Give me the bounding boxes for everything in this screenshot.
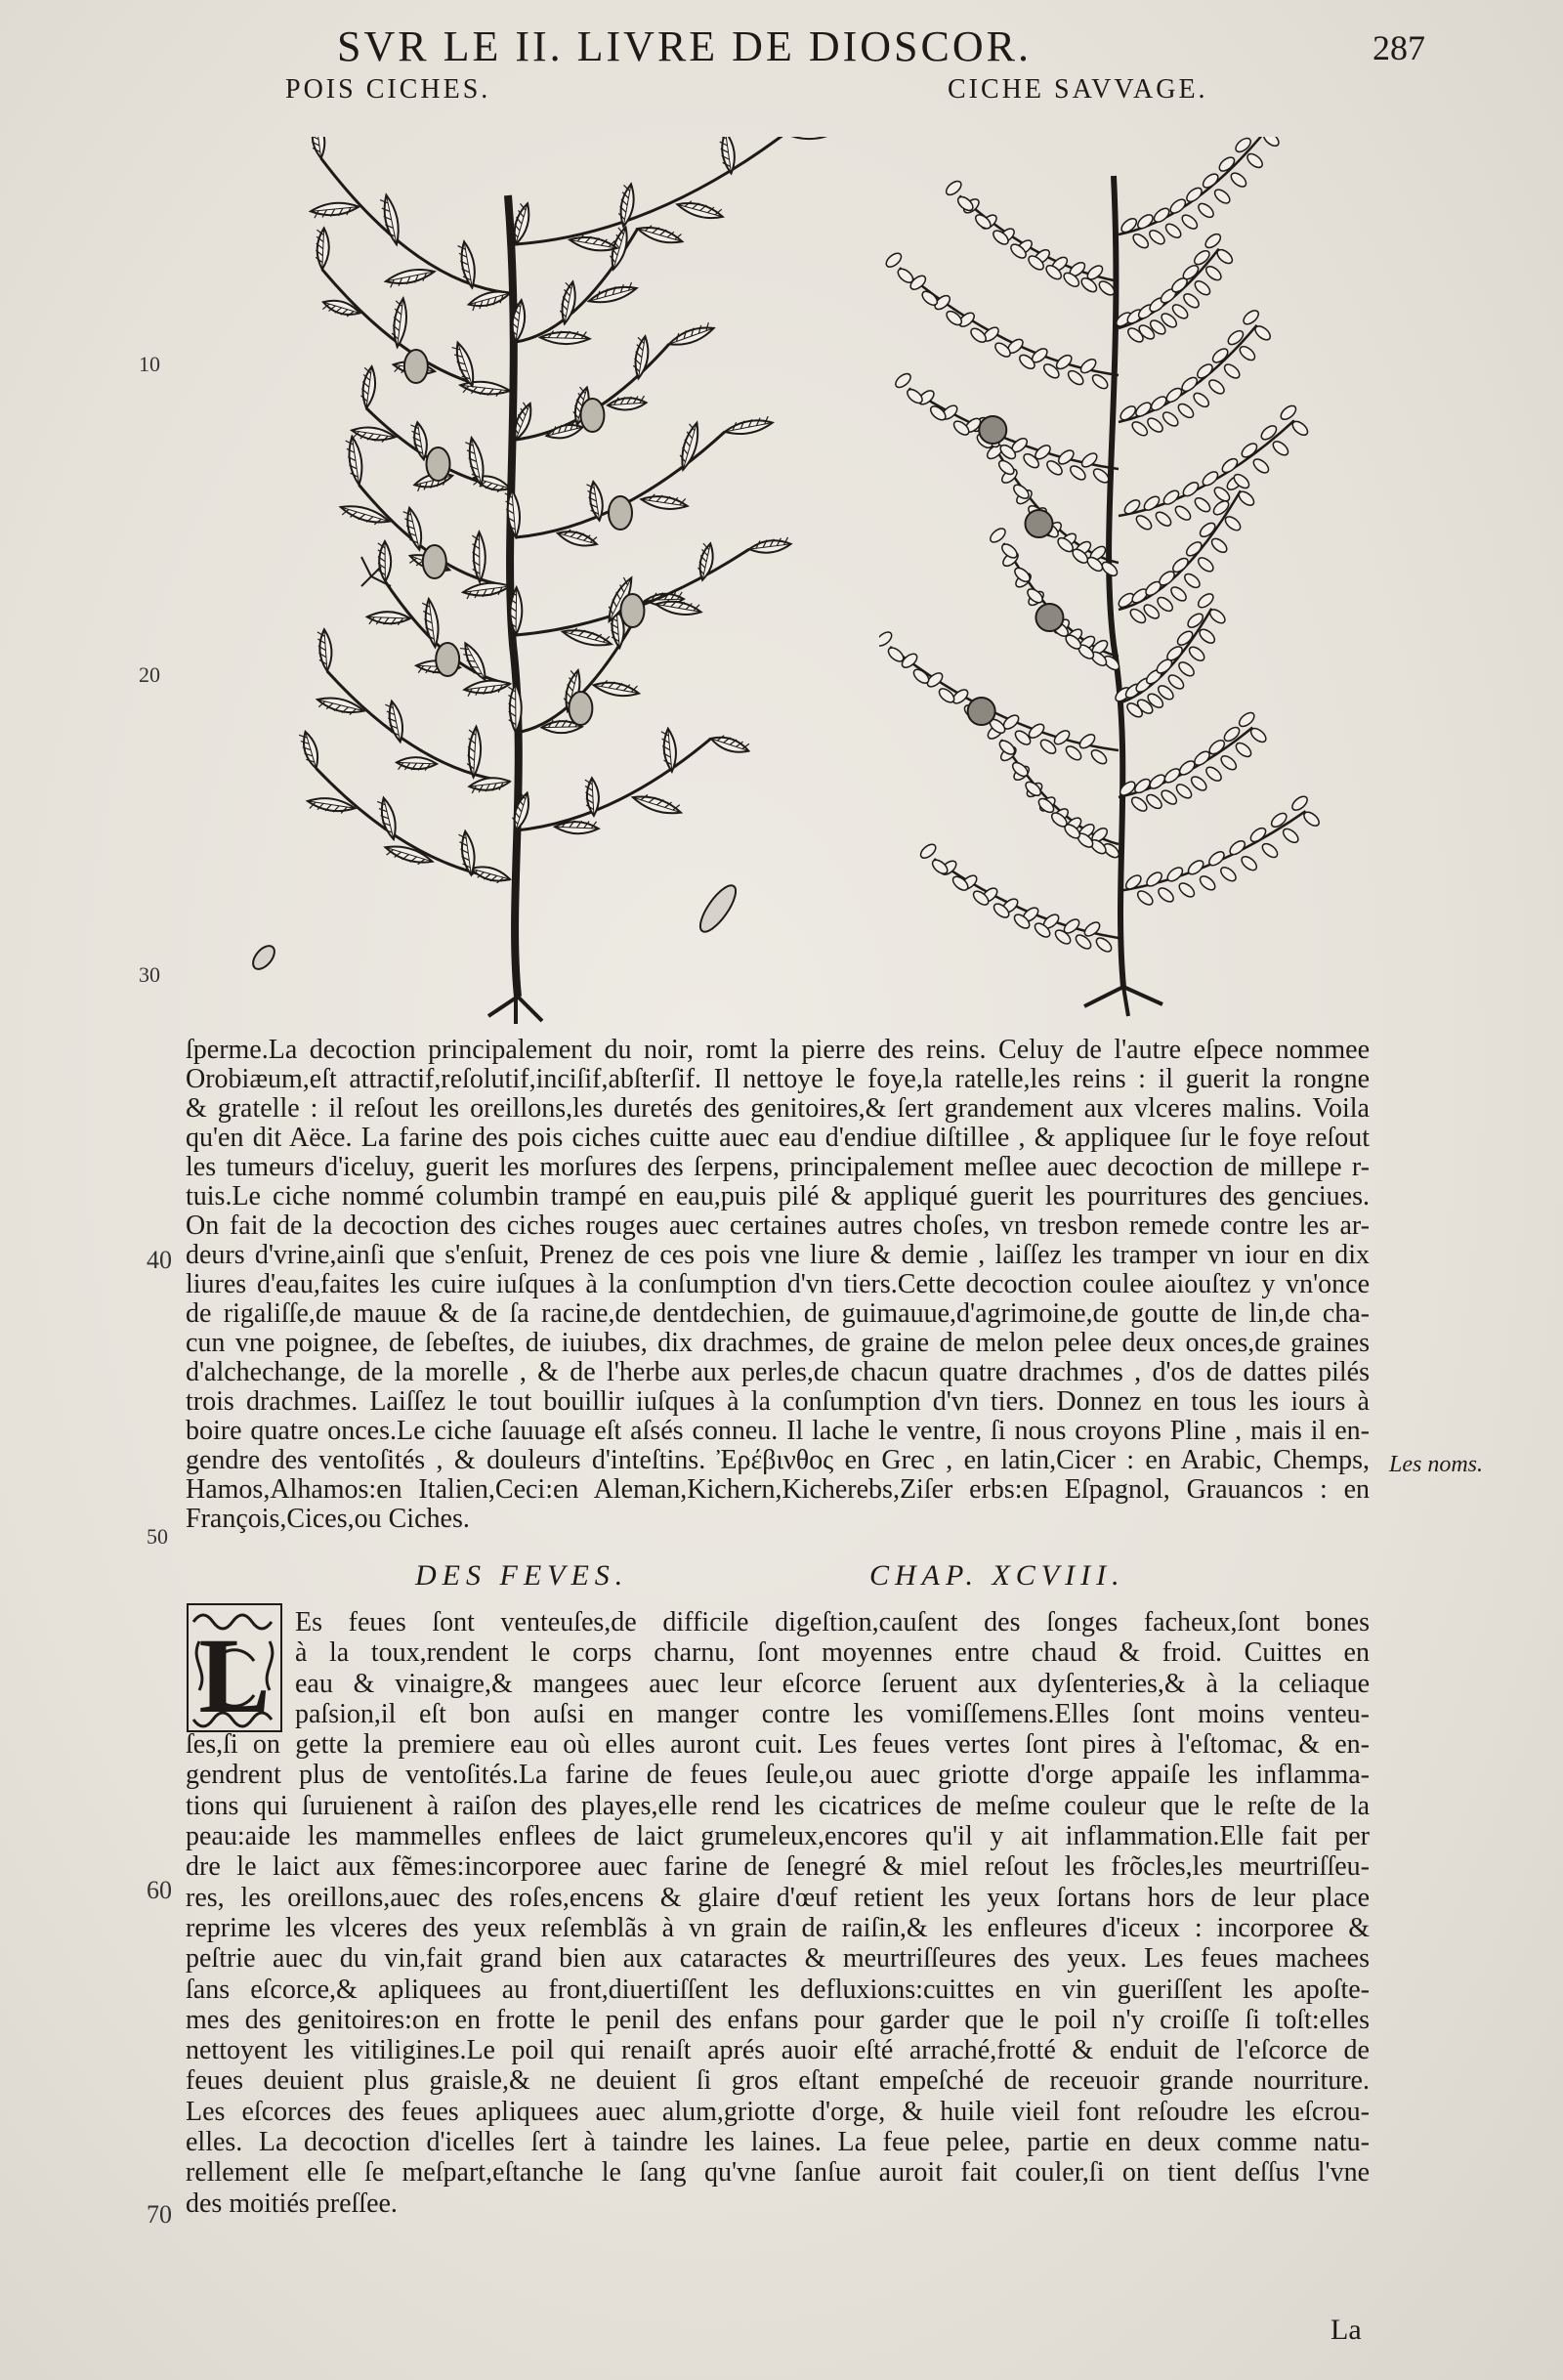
leaflet [1204,264,1223,282]
leaf [339,501,391,528]
leaf [402,506,425,551]
leaflet [1209,536,1229,555]
leaflet [1156,885,1175,904]
text-line [186,1851,1370,1882]
leaflet [1094,935,1114,954]
leaflet [1237,710,1256,729]
chapter-title: DES FEVES. [415,1559,629,1592]
leaf [397,756,438,771]
leaflet [1054,353,1074,371]
leaflet [1131,232,1151,250]
insect-icon [695,880,742,936]
text-line-content: eau & vinaigre,& mangees auec leur eſcorce ſeruent aux dyſenteries,& à la celiaque [295,1668,1370,1699]
leaflet [1198,521,1217,539]
leaflet [1220,456,1240,475]
text-line-content: d'alchechange, de la morelle , & de l'herbe aux perles,de chacun quatre drachmes , d'os de dattes pilés [186,1357,1370,1387]
text-line [186,1943,1370,1974]
text-line-content: elles. La decoction d'icelles ſert à taindre les laines. La feue pelee, partie en deux comme natu- [186,2127,1370,2158]
leaflet [1189,774,1208,792]
leaflet [1119,404,1138,422]
leaflet [1222,361,1242,380]
leaf [459,640,490,683]
text-line [186,1699,1370,1729]
text-line-content: gendre des ventoſités , & douleurs d'inteſtins. Ἐρέβινθος en Grec , en latin,Cicer : en Arabic, Chemps, [186,1445,1370,1475]
root [488,997,542,1024]
text-line-content: & gratelle : il reſout les oreillons,les duretés des genitoires,& ſert grandement aux vlceres malins. Voila [186,1093,1370,1124]
leaflet [1198,873,1217,892]
leaflet [1222,725,1242,744]
text-line [186,1975,1370,2005]
leaflet [1193,278,1212,297]
leaflet [1281,827,1300,845]
leaflet [1218,865,1238,883]
leaflet [1271,439,1290,457]
text-line [186,1729,1370,1760]
leaf [469,863,511,886]
leaflet [1187,645,1206,663]
leaflet [1248,826,1268,844]
figure-caption-ciche-sauvage: CICHE SAVVAGE. [948,74,1208,105]
leaf [410,421,430,460]
leaflet [1177,880,1197,899]
line-number: 70 [147,2200,172,2229]
text-line [186,1270,1370,1299]
text-line-content: peſtrie auec du vin,fait grand bien aux cataractes & meurtriſſeures des yeux. Les feues machees [186,1943,1370,1975]
leaflet [1184,539,1204,558]
leaf [316,228,330,270]
leaflet [1217,154,1237,173]
leaflet [1219,753,1239,772]
leaf [377,796,400,841]
leaf [462,580,511,599]
leaf [540,330,590,345]
leaflet [918,842,938,861]
leaflet [1240,854,1259,872]
text-line-content: ſans eſcorce,& apliquees au front,diuertiſſent les defluxions:cuittes en vin gueriſſent les apoſte- [186,1974,1370,2005]
leaf [676,197,725,222]
leaflet [1240,441,1259,459]
text-line-content: paſsion,il eſt bon auſsi en manger contre les vomiſſemens.Elles ſont moins venteu- [295,1698,1370,1729]
branch [890,647,1119,750]
text-line [186,2097,1370,2127]
stem [1109,176,1123,987]
leaf [464,678,511,697]
leaf [641,492,689,512]
leaf [616,183,637,228]
text-line [186,1475,1370,1505]
leaflet [1192,248,1211,267]
leaflet [1168,197,1188,216]
leaflet [1163,222,1183,240]
text-line [186,1417,1370,1446]
text-line [186,2005,1370,2035]
leaflet [893,371,912,390]
leaflet [1196,591,1215,610]
text-line-content: On fait de la decoction des ciches rouges auec certaines autres choſes, vn tresbon remede contre les ar- [186,1211,1370,1241]
text-line-content: les tumeurs d'iceluy, guerit les morſures des ſerpens, principalement meſlee auec decoction de millepe r- [186,1152,1370,1182]
leaflet [1154,510,1173,529]
text-line [186,2157,1370,2188]
leaf [457,240,478,288]
svg-text:L: L [198,1616,271,1735]
leaf [636,222,684,247]
text-line-content: ſperme.La decoction principalement du noir, romt la pierre des reins. Celuy de l'autre eſpece nommee [186,1035,1370,1065]
text-line [186,1505,1370,1534]
text-line [186,1036,1370,1065]
leaf [345,436,364,487]
section-text-pois-ciches [186,1036,1370,1534]
text-line-content: feues deuient plus graisle,& ne deuient ſi gros eſtant empeſché de receuoir grande nourriture. [186,2065,1370,2097]
leaf [378,541,392,581]
text-line-content: des moitiés preſſee. [186,2188,398,2219]
leaflet [1176,402,1196,420]
leaflet [1168,584,1188,603]
leaflet [1196,201,1215,220]
leaflet [1161,409,1180,428]
text-line-content: Les eſcorces des feues apliquees auec alum,griotte d'orge, & huile vieil font reſoudre les eſcrou- [186,2096,1370,2127]
leaflet [1182,572,1202,590]
leaf [676,421,702,472]
text-line-content: rellement elle ſe meſpart,eſtanche le ſang qu'vne ſanſue auroit fait couler,ſi on tient deſſus l'vne [186,2157,1370,2189]
text-line-content: nettoyent les vitiligines.Le poil qui renaiſt aprés auoir eſté arraché,frotté & enduit de l'eſcorce de [186,2035,1370,2066]
line-number: 60 [147,1876,172,1904]
text-line-content: cun vne poignee, de ſebeſtes, de iuiubes, dix drachmes, de graine de melon pelee deux onces,de graines [186,1328,1370,1358]
leaflet [1251,456,1271,475]
leaflet [1261,137,1281,149]
line-number: 10 [139,352,160,376]
text-line [186,1791,1370,1821]
leaflet [944,179,963,197]
chapter-number: CHAP. XCVIII. [869,1559,1125,1592]
leaf [422,598,442,648]
text-line [186,1913,1370,1943]
leaf [558,280,578,325]
text-line [186,1760,1370,1790]
text-line [186,1883,1370,1913]
leaflet [1180,213,1200,232]
leaf [724,415,774,437]
text-line-content: peau:aide les mammelles enflees de laict grumeleux,encores qu'il y ait inflammation.Elle fait per [186,1821,1370,1852]
leaflet [1238,344,1257,362]
leaf [359,365,378,408]
leaflet [1279,404,1298,422]
chickpea-plant-illustration [166,137,869,1026]
leaflet [1174,782,1194,800]
leaflet [1226,328,1246,347]
text-line [186,1446,1370,1475]
text-line-content: liures d'eau,faites les cuire iuſques à la conſumption d'vn tiers.Cette decoction coulee aiouſtez y vn'once [186,1269,1370,1299]
text-line [186,1211,1370,1241]
text-line [186,2127,1370,2157]
leaf [466,726,482,777]
leaflet [1147,228,1166,246]
pod [569,692,592,725]
leaflet [1180,375,1200,394]
text-line-content: trois drachmes. Laiſſez le tout bouillir iuſques à la conſumption d'vn tiers. Donnez en tous les iours à [186,1386,1370,1417]
leaflet [1212,187,1232,205]
leaflet [1198,627,1217,646]
running-title: SVR LE II. LIVRE DE DIOSCOR. [337,22,1032,70]
leaflet [1242,308,1261,326]
leaflet [1164,386,1184,404]
text-line [186,1358,1370,1387]
leaflet [1089,747,1109,766]
section-text-des-feves [186,1607,1370,2219]
text-line [186,1094,1370,1124]
text-line-content: François,Cices,ou Ciches. [186,1504,470,1534]
leaflet [1181,291,1201,310]
leaflet [1229,170,1248,189]
leaflet [1176,659,1196,678]
text-line [186,1182,1370,1211]
text-line [186,1153,1370,1182]
leaf [309,137,326,159]
pod [620,594,644,627]
leaflet [1206,377,1226,396]
leaflet [1135,888,1155,907]
figure-caption-pois-ciches: POIS CICHES. [285,74,491,105]
text-line-content: gendrent plus de ventoſités.La farine de feues ſeule,ou auec griotte d'orge appaiſe les inflamma- [186,1760,1370,1791]
leaflet [1259,423,1279,442]
leaflet [879,629,894,648]
leaf [587,281,638,307]
text-line-content: res, les oreillons,auec des roſes,encens & glaire d'œuf retient les yeux ſortans hors de leur place [186,1882,1370,1913]
page-number: 287 [1373,28,1425,67]
leaflet [1119,216,1139,234]
text-line-content: tuis.Le ciche nommé columbin trampé en eau,puis pilé & appliqué guerit les pourritures des genciues. [186,1181,1370,1211]
leaf [666,321,715,350]
text-line [186,1387,1370,1417]
line-number: 30 [139,962,160,987]
leaflet [988,526,1007,544]
leaf [631,790,683,818]
leaflet [1079,450,1099,469]
root [1084,987,1162,1016]
text-line-content: mes des genitoires:on en frotte le penil des enfans pour garder que le poil n'y croiſſe ſi toſt:elles [186,2004,1370,2035]
leaflet [1269,811,1288,829]
pod [609,496,632,530]
leaflet [1056,447,1076,466]
leaflet [1186,612,1205,630]
leaflet [1193,495,1212,514]
text-line-content: de rigaliſſe,de mauue & de ſa racine,de dentdechien, de guimauue,d'agrimoine,de goutte de lin,de cha- [186,1298,1370,1329]
leaflet [1210,346,1230,364]
leaflet [1289,794,1309,813]
leaflet [1233,137,1252,154]
leaflet [1196,555,1215,574]
catchword: La [1331,2314,1362,2346]
leaf [784,137,835,140]
leaf [748,537,791,555]
text-line [186,1329,1370,1358]
leaflet [1082,919,1102,938]
leaf [472,531,486,582]
line-number: 50 [147,1524,168,1549]
leaf [317,629,333,672]
text-line-content: deurs d'vrine,ainſi que s'enſuit, Prenez de ces pois vne liure & demie , laiſſez les tramper vn iour en dix [186,1240,1370,1270]
pod [436,643,459,676]
text-line [186,2065,1370,2096]
text-line-content: tions qui ſuruienent à raiſon des playes,elle rend les cicatrices de meſme couleur que le reſte de la [186,1790,1370,1821]
leaflet [884,251,904,270]
leaflet [1260,841,1280,860]
text-line [186,1669,1370,1699]
insect-icon [249,942,278,973]
text-line [186,1065,1370,1094]
branch [1003,543,1119,657]
leaf [367,611,411,625]
leaflet [1204,765,1223,784]
text-line-content: Es feues ſont venteuſes,de difficile digeſtion,cauſent des ſonges facheux,ſont bones [295,1607,1370,1637]
text-line [186,2189,1370,2219]
leaflet [1052,728,1072,746]
leaf [385,700,406,743]
leaf [310,201,359,219]
leaflet [1078,357,1098,375]
leaflet [1184,186,1204,204]
text-line-content: dre le laict aux fẽmes:incorporee auec farine de ſenegré & miel reſout les frõcles,les meurtriſſeu- [186,1851,1370,1883]
text-line [186,1124,1370,1153]
seed-head [1035,604,1063,631]
leaflet [1077,732,1097,750]
text-line [186,1241,1370,1270]
leaflet [1195,361,1214,380]
pod [427,447,450,481]
pod [423,545,446,578]
leaf [379,193,402,245]
leaflet [1175,629,1195,648]
text-line [186,1637,1370,1668]
leaf [385,266,436,288]
branch [516,739,711,830]
leaf [709,732,751,756]
leaflet [1234,741,1253,759]
leaf [631,335,651,379]
wild-chickpea-plant-illustration [879,137,1387,1026]
pod [404,350,428,383]
leaflet [1145,415,1164,434]
pod [580,399,604,432]
seed-head [979,416,1006,444]
text-line-content: qu'en dit Aëce. La farine des pois ciches cuitte auec eau d'endiue diſtillee , & appliquee ſur le foye reſout [186,1123,1370,1153]
leaflet [1130,419,1150,438]
leaflet [1173,504,1193,523]
leaflet [1134,513,1154,531]
seed-head [1026,510,1053,537]
leaf [696,542,716,581]
text-line [186,2035,1370,2065]
text-line [186,1821,1370,1851]
seed-head [968,698,995,725]
leaf [321,296,361,319]
line-number: 40 [147,1246,172,1274]
margin-note-les-noms: Les noms. [1389,1452,1484,1477]
leaf [316,694,365,718]
leaflet [1201,171,1220,190]
leaflet [1245,151,1264,170]
leaflet [993,340,1012,359]
leaf [299,730,322,770]
leaflet [1204,232,1223,250]
leaflet [1192,391,1211,409]
text-line-content: à la toux,rendent le corps charnu, ſont moyennes entre chaud & froid. Cuittes en [295,1637,1370,1669]
text-line-content: reprime les vlceres des yeux reſemblãs à vn grain de raiſin,& les enfleures d'iceux : incorporee & [186,1912,1370,1943]
text-line-content: boire quatre onces.Le ciche ſauuage eſt aſsés conneu. Il lache le ventre, ſi nous croyons Pline , mais il en- [186,1416,1370,1446]
leaf [469,776,511,793]
text-line [186,1607,1370,1637]
line-number: 20 [139,662,160,687]
leaflet [1223,514,1243,532]
text-line-content: Orobiæum,eſt attractif,reſolutif,inciſif,abſterſif. Il nettoye le foye,la ratelle,les reins : il guerit la rongne [186,1064,1370,1094]
leaflet [1090,372,1110,391]
leaf [593,678,641,699]
text-line-content: Hamos,Alhamos:en Italien,Ceci:en Aleman,Kichern,Kicherebs,Ziſer erbs:en Eſpagnol, Grauancos : en [186,1474,1370,1505]
text-line-content: ſes,ſi on gette la premiere eau où elles auront cuit. Les feues vertes ſont pires à l'eſtomac, & en- [186,1729,1370,1761]
leaflet [1024,780,1043,798]
text-line [186,1299,1370,1329]
